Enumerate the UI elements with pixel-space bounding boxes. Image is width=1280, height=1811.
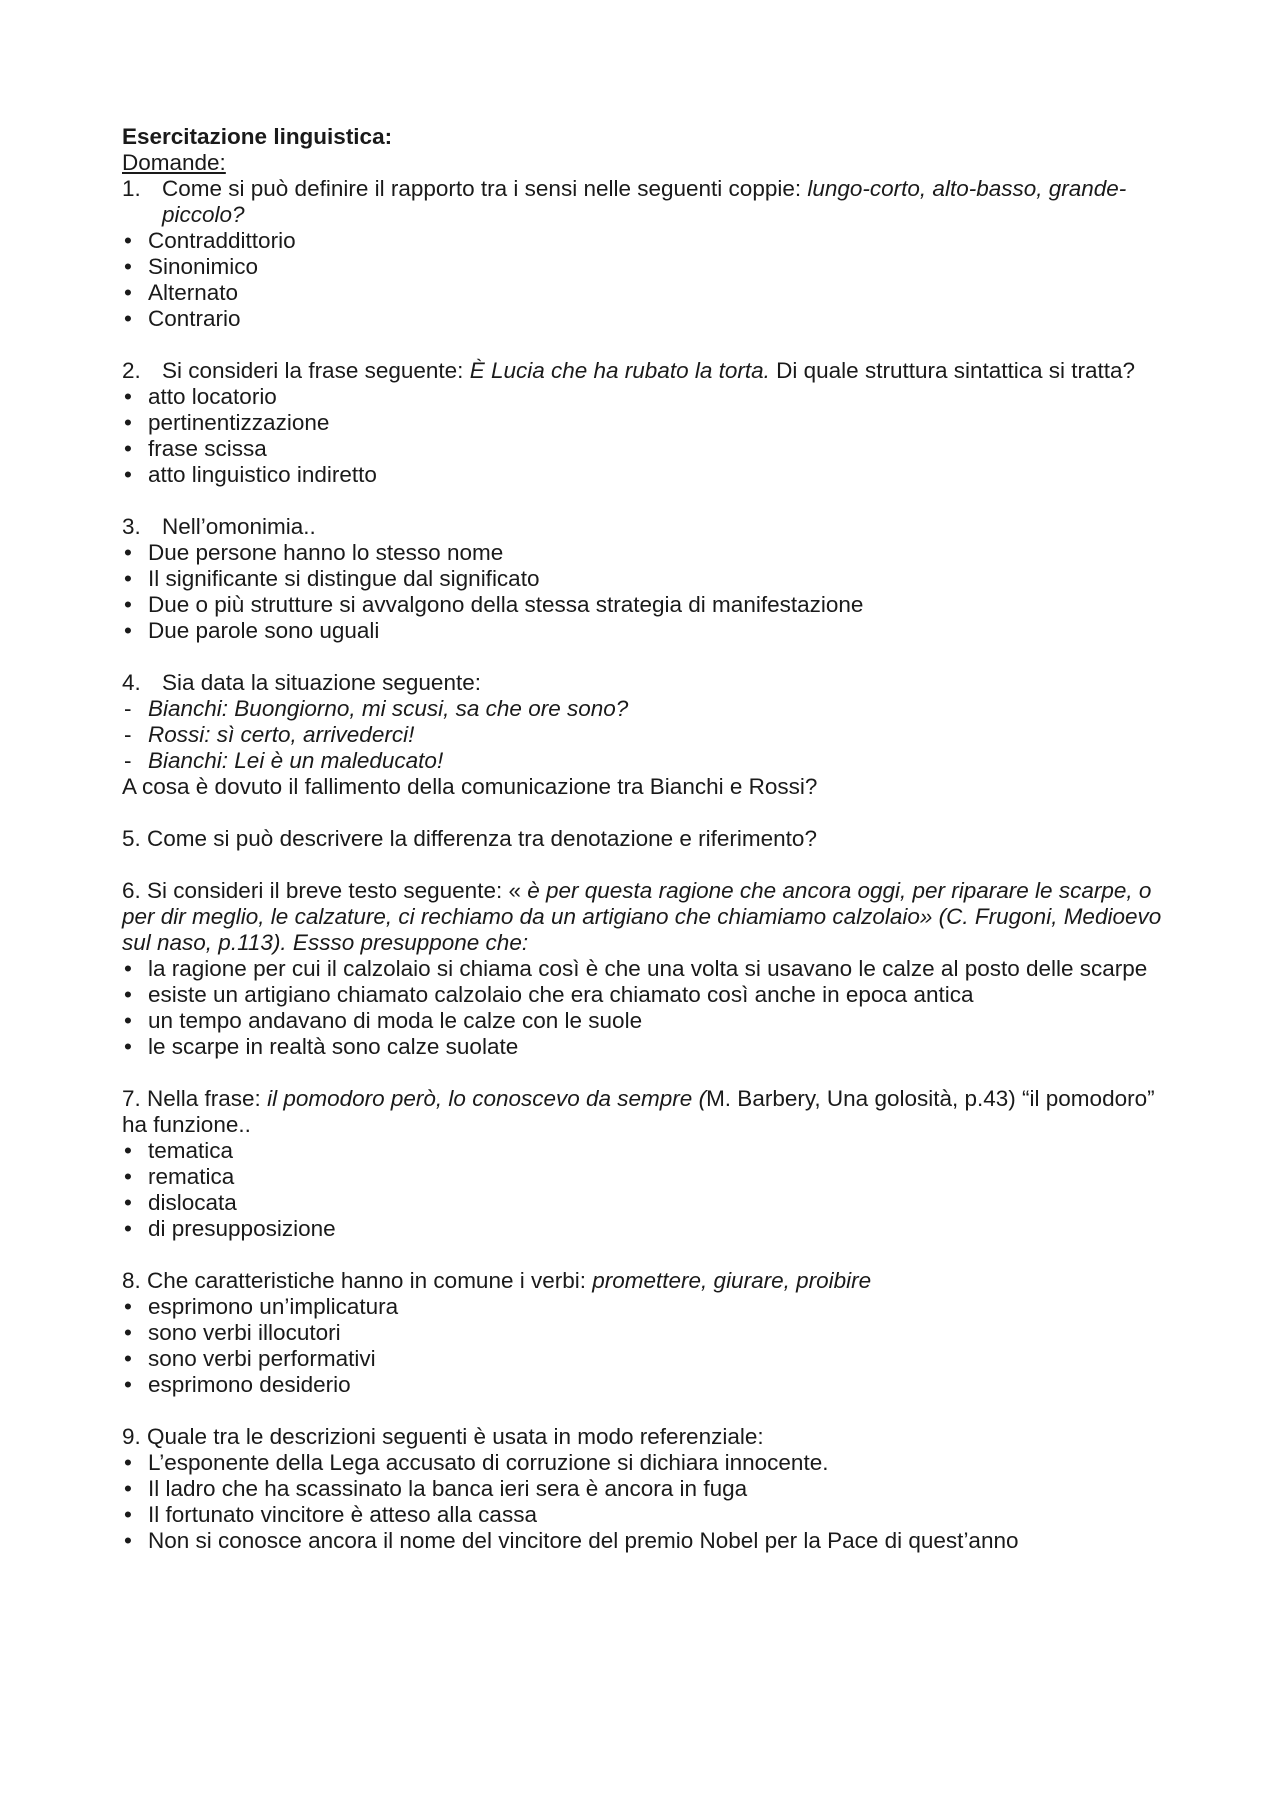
question-number: 1. [122,176,141,201]
list-item [122,462,1162,488]
question-7 [122,1086,1162,1138]
question-6-options [122,956,1162,1060]
bullet-icon: • [124,540,132,565]
question-text-italic: È Lucia che ha rubato la torta. [469,358,770,383]
list-item [122,618,1162,644]
list-item [122,1164,1162,1190]
option-text: esiste un artigiano chiamato calzolaio che era chiamato così anche in epoca antica [148,982,974,1007]
option-text: di presupposizione [148,1216,336,1241]
option-text: Il significante si distingue dal significato [148,566,540,591]
list-item [122,1216,1162,1242]
bullet-icon: • [124,1190,132,1215]
list-item [122,254,1162,280]
list-item [122,1034,1162,1060]
question-text-plain: 7. Nella frase: [122,1086,268,1111]
dash-icon: - [124,748,132,773]
list-item [122,1008,1162,1034]
option-text: Alternato [148,280,239,305]
bullet-icon: • [124,1372,132,1397]
question-2-options [122,384,1162,488]
option-text: rematica [148,1164,235,1189]
bullet-icon: • [124,1502,132,1527]
dialogue-line: Bianchi: Lei è un maleducato! [148,748,444,773]
bullet-icon: • [124,1138,132,1163]
option-text: tematica [148,1138,234,1163]
list-item [122,1320,1162,1346]
bullet-icon: • [124,566,132,591]
option-text: Non si conosce ancora il nome del vincitore del premio Nobel per la Pace di quest’anno [148,1528,1019,1553]
bullet-icon: • [124,436,132,461]
question-text [162,176,1162,228]
question-text-italic: lungo-corto, alto-basso, grande-piccolo? [162,176,1127,227]
bullet-icon: • [124,1008,132,1033]
bullet-icon: • [124,1034,132,1059]
question-text-plain: 8. Che caratteristiche hanno in comune i verbi: [122,1268,593,1293]
option-text: pertinentizzazione [148,410,330,435]
question-text-plain: M. Barbery, Una golosità, p.43) “il pomodoro” ha funzione.. [122,1086,1155,1137]
question-text: Sia data la situazione seguente: [162,670,481,695]
document-page [122,124,1162,1554]
bullet-icon: • [124,462,132,487]
question-number: 2. [122,358,141,383]
document-subtitle: Domande: [122,150,226,175]
list-item [122,1138,1162,1164]
option-text: dislocata [148,1190,237,1215]
list-item [122,722,1162,748]
question-9-options [122,1450,1162,1554]
document-title: Esercitazione linguistica: [122,124,393,149]
option-text: la ragione per cui il calzolaio si chiama così è che una volta si usavano le calze al posto delle scarpe [148,956,1148,981]
question-text-plain: Come si può definire il rapporto tra i sensi nelle seguenti coppie: [162,176,808,201]
bullet-icon: • [124,306,132,331]
spacer [122,332,1162,358]
question-text-italic: è per questa ragione che ancora oggi, per riparare le scarpe, o per dir meglio, le calzature, ci rechiamo da un artigiano che chiamiamo calzolaio» (C. Frugoni, Medioevo sul naso, p.113). Essso presuppone che: [122,878,1162,955]
question-number: 3. [122,514,141,539]
question-1-options [122,228,1162,332]
option-text: le scarpe in realtà sono calze suolate [148,1034,519,1059]
list-item [122,956,1162,982]
question-7-options [122,1138,1162,1242]
question-6 [122,878,1162,956]
option-text: sono verbi illocutori [148,1320,341,1345]
option-text: Due persone hanno lo stesso nome [148,540,504,565]
bullet-icon: • [124,1528,132,1553]
bullet-icon: • [124,592,132,617]
list-item [122,228,1162,254]
bullet-icon: • [124,384,132,409]
list-item [122,410,1162,436]
dialogue-line: Bianchi: Buongiorno, mi scusi, sa che ore sono? [148,696,629,721]
dash-icon: - [124,696,132,721]
option-text: Due o più strutture si avvalgono della stessa strategia di manifestazione [148,592,864,617]
list-item [122,540,1162,566]
bullet-icon: • [124,1346,132,1371]
bullet-icon: • [124,228,132,253]
question-3 [122,514,1162,540]
bullet-icon: • [124,410,132,435]
bullet-icon: • [124,982,132,1007]
bullet-icon: • [124,1476,132,1501]
option-text: atto locatorio [148,384,277,409]
list-item [122,1450,1162,1476]
list-item [122,696,1162,722]
option-text: Contrario [148,306,241,331]
list-item [122,982,1162,1008]
list-item [122,1294,1162,1320]
question-4 [122,670,1162,696]
bullet-icon: • [124,1320,132,1345]
spacer [122,852,1162,878]
spacer [122,1398,1162,1424]
question-4-dialogue [122,696,1162,774]
bullet-icon: • [124,618,132,643]
option-text: Il fortunato vincitore è atteso alla cassa [148,1502,537,1527]
question-3-options [122,540,1162,644]
bullet-icon: • [124,1216,132,1241]
spacer [122,800,1162,826]
bullet-icon: • [124,956,132,981]
option-text: L’esponente della Lega accusato di corruzione si dichiara innocente. [148,1450,829,1475]
option-text: Sinonimico [148,254,259,279]
question-text-plain: Si consideri la frase seguente: [162,358,470,383]
spacer [122,644,1162,670]
list-item [122,1528,1162,1554]
list-item [122,306,1162,332]
list-item [122,748,1162,774]
option-text: frase scissa [148,436,267,461]
question-text-italic: il pomodoro però, lo conoscevo da sempre ( [267,1086,707,1111]
question-2 [122,358,1162,384]
bullet-icon: • [124,254,132,279]
option-text: un tempo andavano di moda le calze con le suole [148,1008,643,1033]
list-item [122,566,1162,592]
question-5: 5. Come si può descrivere la differenza tra denotazione e riferimento? [122,826,817,851]
question-text-plain: Di quale struttura sintattica si tratta? [769,358,1136,383]
option-text: Il ladro che ha scassinato la banca ieri sera è ancora in fuga [148,1476,748,1501]
bullet-icon: • [124,1164,132,1189]
option-text: esprimono un’implicatura [148,1294,399,1319]
question-8-options [122,1294,1162,1398]
list-item [122,1476,1162,1502]
question-text: Nell’omonimia.. [162,514,316,539]
option-text: Contraddittorio [148,228,296,253]
question-text-italic: promettere, giurare, proibire [592,1268,872,1293]
list-item [122,1372,1162,1398]
question-number: 4. [122,670,141,695]
list-item [122,280,1162,306]
list-item [122,436,1162,462]
question-4-prompt: A cosa è dovuto il fallimento della comunicazione tra Bianchi e Rossi? [122,774,818,799]
option-text: esprimono desiderio [148,1372,351,1397]
question-9: 9. Quale tra le descrizioni seguenti è usata in modo referenziale: [122,1424,764,1449]
dash-icon: - [124,722,132,747]
list-item [122,1190,1162,1216]
option-text: sono verbi performativi [148,1346,376,1371]
question-text-plain: 6. Si consideri il breve testo seguente: « [122,878,528,903]
question-8 [122,1268,1162,1294]
spacer [122,488,1162,514]
bullet-icon: • [124,1450,132,1475]
dialogue-line: Rossi: sì certo, arrivederci! [148,722,415,747]
list-item [122,1502,1162,1528]
option-text: Due parole sono uguali [148,618,380,643]
list-item [122,384,1162,410]
option-text: atto linguistico indiretto [148,462,377,487]
question-1 [122,176,1162,228]
spacer [122,1060,1162,1086]
bullet-icon: • [124,1294,132,1319]
bullet-icon: • [124,280,132,305]
list-item [122,1346,1162,1372]
question-text [162,358,1162,384]
list-item [122,592,1162,618]
spacer [122,1242,1162,1268]
